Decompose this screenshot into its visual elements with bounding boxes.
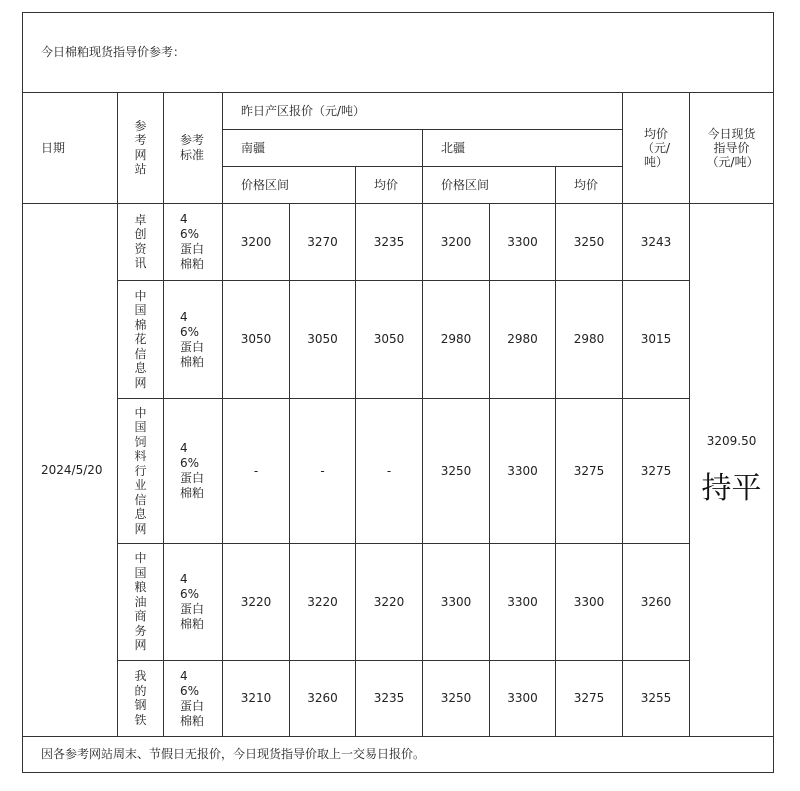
table-row: [23, 661, 774, 737]
standard-cell: 46%蛋白棉粕: [164, 204, 223, 281]
south-high-cell: 3270: [290, 204, 356, 281]
avg-cell: 3015: [623, 281, 690, 399]
north-low-cell: 3250: [423, 399, 490, 544]
south-high-cell: -: [290, 399, 356, 544]
site-cell: 卓创资讯: [118, 204, 164, 281]
header-south-avg: 均价: [356, 167, 423, 204]
avg-cell: 3260: [623, 544, 690, 661]
south-avg-cell: 3050: [356, 281, 423, 399]
north-avg-cell: 2980: [556, 281, 623, 399]
date-cell: 2024/5/20: [23, 204, 118, 737]
header-standard: 参考标准: [164, 93, 223, 204]
south-avg-cell: 3235: [356, 661, 423, 737]
site-cell: 中国饲料行业信息网: [118, 399, 164, 544]
north-high-cell: 3300: [490, 544, 556, 661]
south-high-cell: 3220: [290, 544, 356, 661]
header-south: 南疆: [223, 130, 423, 167]
south-low-cell: 3220: [223, 544, 290, 661]
price-table: [22, 12, 774, 773]
north-low-cell: 3250: [423, 661, 490, 737]
footnote: 因各参考网站周末、节假日无报价，今日现货指导价取上一交易日报价。: [23, 737, 774, 773]
header-north-range: 价格区间: [423, 167, 556, 204]
south-low-cell: 3050: [223, 281, 290, 399]
standard-cell: 46%蛋白棉粕: [164, 399, 223, 544]
south-low-cell: -: [223, 399, 290, 544]
north-avg-cell: 3275: [556, 399, 623, 544]
guide-price-cell: [690, 204, 774, 737]
standard-cell: 46%蛋白棉粕: [164, 661, 223, 737]
header-date: 日期: [23, 93, 118, 204]
standard-cell: 46%蛋白棉粕: [164, 544, 223, 661]
header-south-range: 价格区间: [223, 167, 356, 204]
avg-cell: 3255: [623, 661, 690, 737]
site-cell: 中国粮油商务网: [118, 544, 164, 661]
trend-label: 持平: [701, 470, 762, 506]
north-high-cell: 2980: [490, 281, 556, 399]
header-north-avg: 均价: [556, 167, 623, 204]
table-row: [23, 204, 774, 281]
guide-price: 3209.50: [706, 433, 757, 448]
north-high-cell: 3300: [490, 399, 556, 544]
header-north: 北疆: [423, 130, 623, 167]
south-low-cell: 3210: [223, 661, 290, 737]
avg-cell: 3243: [623, 204, 690, 281]
north-high-cell: 3300: [490, 204, 556, 281]
avg-cell: 3275: [623, 399, 690, 544]
site-cell: 中国棉花信息网: [118, 281, 164, 399]
header-yesterday-price: 昨日产区报价（元/吨）: [223, 93, 623, 130]
south-avg-cell: -: [356, 399, 423, 544]
north-low-cell: 2980: [423, 281, 490, 399]
south-avg-cell: 3235: [356, 204, 423, 281]
header-avg-overall: 均价（元/吨）: [623, 93, 690, 204]
north-low-cell: 3300: [423, 544, 490, 661]
table-row: [23, 399, 774, 544]
table-row: [23, 544, 774, 661]
table-row: [23, 281, 774, 399]
south-high-cell: 3050: [290, 281, 356, 399]
south-low-cell: 3200: [223, 204, 290, 281]
north-low-cell: 3200: [423, 204, 490, 281]
site-cell: 我的钢铁: [118, 661, 164, 737]
north-high-cell: 3300: [490, 661, 556, 737]
south-avg-cell: 3220: [356, 544, 423, 661]
south-high-cell: 3260: [290, 661, 356, 737]
header-today-guide: 今日现货指导价（元/吨）: [690, 93, 774, 204]
north-avg-cell: 3250: [556, 204, 623, 281]
table-title: 今日棉粕现货指导价参考：: [23, 13, 774, 93]
north-avg-cell: 3300: [556, 544, 623, 661]
header-site: 参考网站: [118, 93, 164, 204]
north-avg-cell: 3275: [556, 661, 623, 737]
standard-cell: 46%蛋白棉粕: [164, 281, 223, 399]
